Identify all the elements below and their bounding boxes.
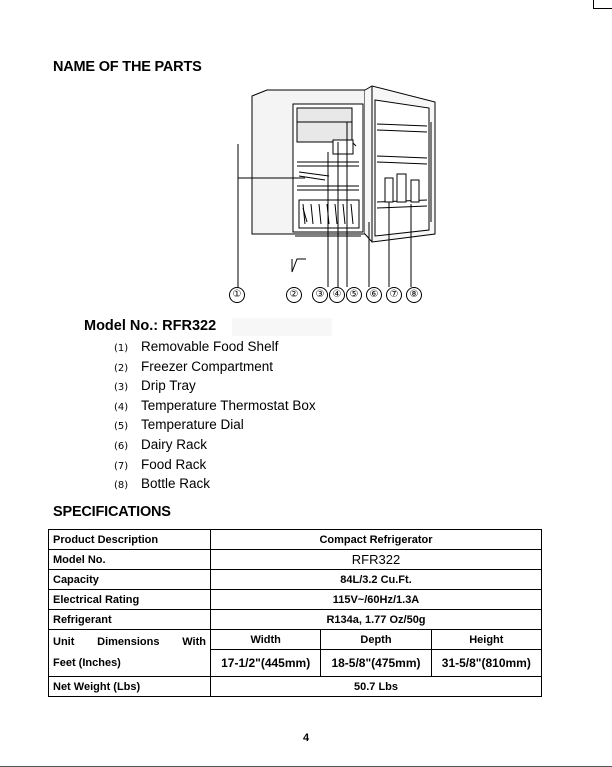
dimensions-label-word: With	[182, 636, 206, 648]
part-number: (4)	[114, 401, 129, 413]
dimension-header-depth: Depth	[321, 630, 431, 650]
spec-label: Product Description	[49, 530, 211, 550]
table-row	[49, 677, 542, 697]
spec-label: Net Weight (Lbs)	[49, 677, 211, 697]
model-line	[84, 318, 216, 334]
dimension-width-cell	[211, 650, 321, 677]
table-row	[49, 550, 542, 570]
dimension-height-value: 31-5/8"(810mm)	[441, 656, 531, 670]
callout-number-row	[0, 287, 612, 305]
model-value: RFR322	[162, 318, 217, 334]
part-name: Drip Tray	[141, 378, 196, 394]
spec-value: Compact Refrigerator	[211, 530, 542, 550]
spec-label: Capacity	[49, 570, 211, 590]
table-row	[49, 530, 542, 550]
part-name: Temperature Dial	[141, 417, 244, 433]
part-number: (5)	[114, 421, 129, 433]
dimensions-label-line2: Feet (Inches)	[53, 657, 121, 669]
table-row	[49, 590, 542, 610]
callout-number: ⑤	[346, 287, 362, 303]
part-number: (6)	[114, 440, 129, 452]
part-name: Removable Food Shelf	[141, 339, 279, 354]
part-name: Dairy Rack	[141, 436, 208, 452]
page-corner-mark	[593, 0, 612, 9]
table-row	[49, 630, 542, 650]
part-name: Bottle Rack	[141, 476, 211, 492]
dimension-depth-value: 18-5/8"(475mm)	[331, 656, 421, 670]
table-row	[49, 570, 542, 590]
spec-label: Model No.	[49, 550, 211, 570]
list-item	[114, 415, 316, 435]
page-number: 4	[302, 732, 310, 744]
specifications-table	[48, 529, 542, 697]
callout-number: ③	[312, 287, 328, 303]
parts-heading: NAME OF THE PARTS	[53, 59, 202, 75]
parts-list	[114, 337, 316, 494]
callout-number: ①	[229, 287, 245, 303]
dimension-header-height: Height	[431, 630, 541, 650]
dimensions-label	[49, 630, 211, 677]
callout-number: ④	[329, 287, 345, 303]
list-item	[114, 337, 316, 357]
spec-value: R134a, 1.77 Oz/50g	[211, 610, 542, 630]
spec-model-value: RFR322	[351, 552, 401, 567]
part-number: (1)	[114, 343, 129, 354]
list-item	[114, 474, 316, 494]
dimensions-label-word: Unit	[53, 636, 75, 648]
part-name: Temperature Thermostat Box	[141, 397, 316, 413]
part-number: (8)	[114, 480, 129, 492]
table-row	[49, 610, 542, 630]
callout-number: ⑦	[386, 287, 402, 303]
spec-label: Refrigerant	[49, 610, 211, 630]
list-item	[114, 455, 316, 475]
spec-value: 115V~/60Hz/1.3A	[211, 590, 542, 610]
dimension-header-width: Width	[211, 630, 321, 650]
spec-label: Electrical Rating	[49, 590, 211, 610]
model-label: Model No.:	[84, 318, 159, 334]
dimension-width-value: 17-1/2"(445mm)	[221, 656, 311, 670]
dimension-depth-cell	[321, 650, 431, 677]
list-item	[114, 396, 316, 416]
specifications-heading: SPECIFICATIONS	[53, 504, 171, 520]
refrigerator-diagram	[225, 82, 440, 302]
spec-value	[211, 550, 542, 570]
list-item	[114, 357, 316, 377]
callout-number: ⑥	[366, 287, 382, 303]
spec-value: 84L/3.2 Cu.Ft.	[211, 570, 542, 590]
part-number: (2)	[114, 362, 129, 374]
list-item	[114, 376, 316, 396]
spec-value: 50.7 Lbs	[211, 677, 542, 697]
dimension-height-cell	[431, 650, 541, 677]
part-number: (7)	[114, 460, 129, 472]
callout-number: ⑧	[406, 287, 422, 303]
callout-number: ②	[286, 287, 302, 303]
part-name: Food Rack	[141, 456, 207, 472]
part-name: Freezer Compartment	[141, 358, 274, 374]
refrigerator-illustration	[225, 82, 440, 302]
list-item	[114, 435, 316, 455]
dimensions-label-word: Dimensions	[97, 636, 160, 648]
model-blank-box	[232, 318, 332, 336]
part-number: (3)	[114, 382, 129, 394]
